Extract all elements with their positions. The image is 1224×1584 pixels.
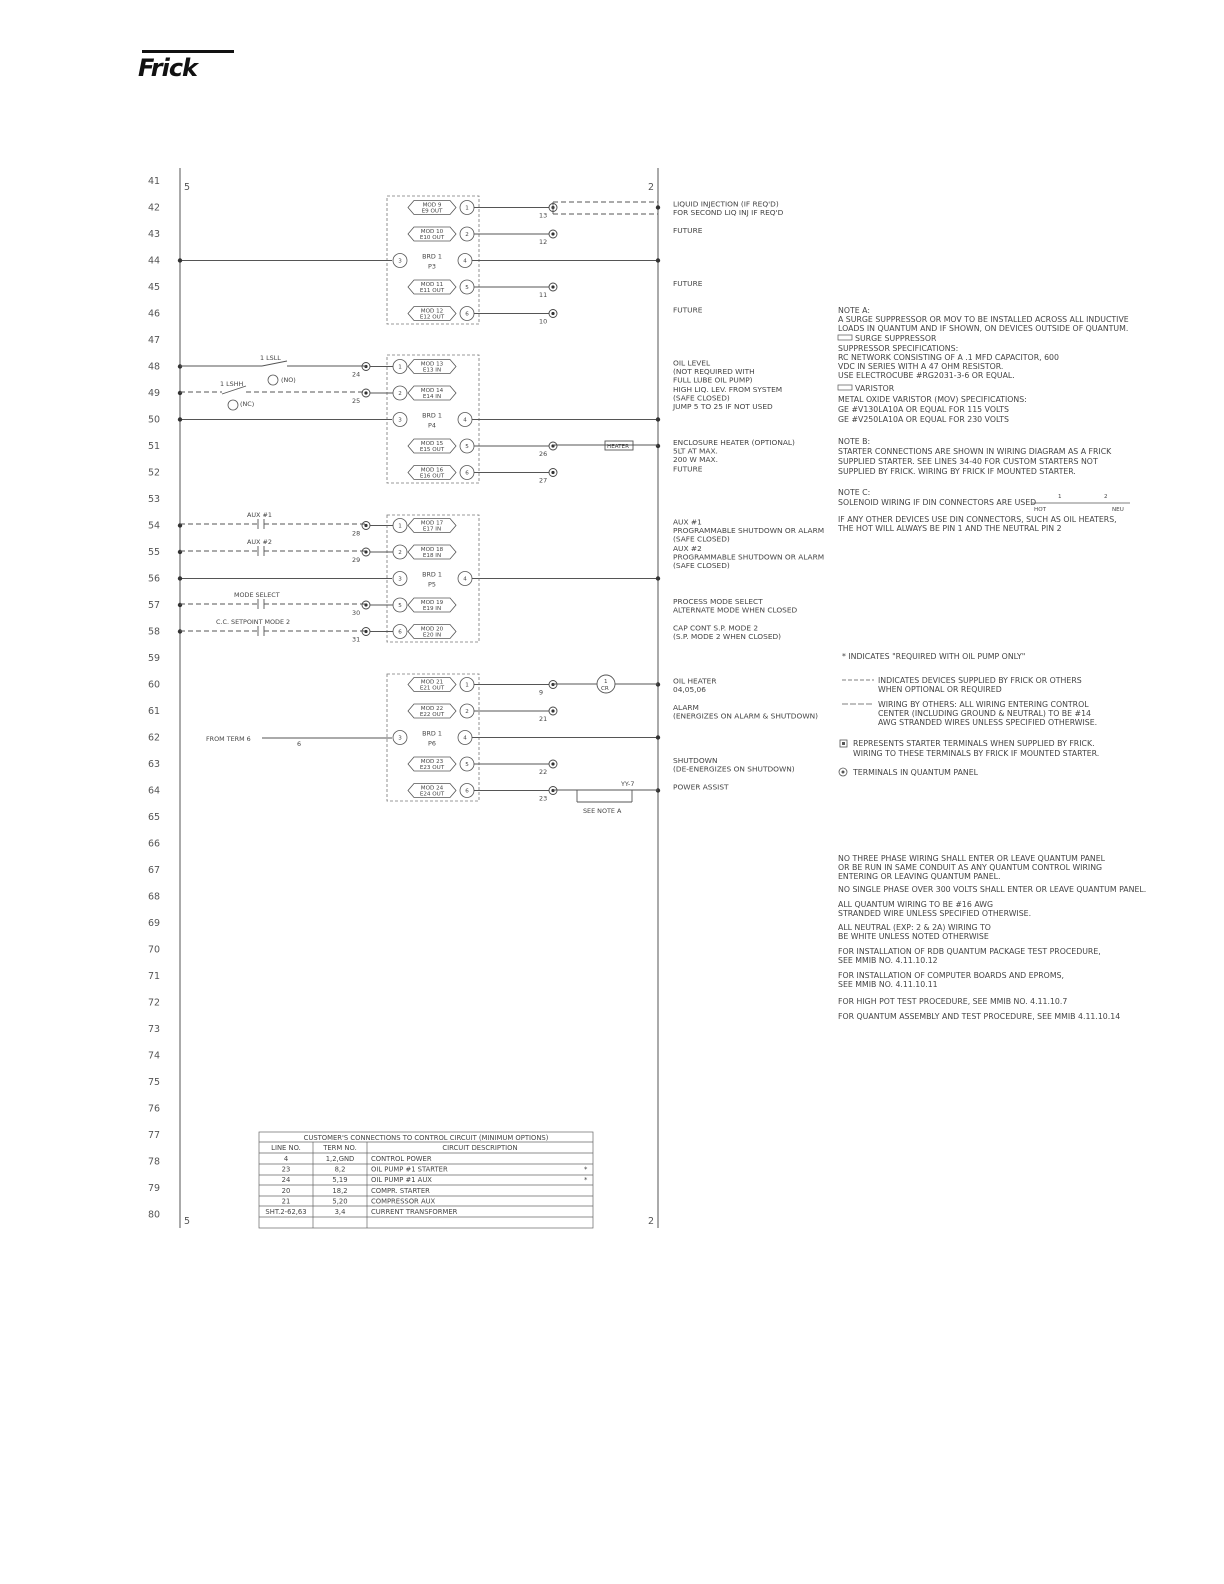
terminal-number-29: 29: [352, 556, 361, 564]
aux2-label: AUX #2: [247, 538, 272, 546]
rail-dot-left-50: [178, 417, 182, 421]
line-number-41: 41: [148, 176, 161, 187]
table-cell-line-no: 24: [281, 1176, 291, 1185]
module-pin-label-46: 6: [465, 311, 469, 318]
rail-dot-right-50: [656, 417, 660, 421]
description-63-line-2: (DE-ENERGIZES ON SHUTDOWN): [673, 764, 795, 774]
aux1-label: AUX #1: [247, 511, 272, 519]
table-cell-oil-pump-marker: *: [584, 1165, 588, 1174]
table-cell-description: CURRENT TRANSFORMER: [371, 1208, 458, 1216]
module-name-61: MOD 22: [420, 706, 444, 712]
table-cell-description: OIL PUMP #1 AUX: [371, 1176, 432, 1185]
module-name-63: MOD 23: [420, 759, 444, 765]
description-51-line-2: 5LT AT MAX.: [673, 446, 718, 456]
description-55-line-2: PROGRAMMABLE SHUTDOWN OR ALARM: [673, 552, 825, 562]
note-a-line-1: A SURGE SUPPRESSOR OR MOV TO BE INSTALLED ACROSS ALL INDUCTIVE: [838, 315, 1129, 324]
legend-starter-terms-1: REPRESENTS STARTER TERMINALS WHEN SUPPLIED BY FRICK.: [853, 739, 1095, 748]
quantum-terminal-center-23: [551, 789, 554, 792]
board-port-62: P6: [428, 739, 436, 748]
from-term-label: FROM TERM 6: [206, 735, 251, 743]
legend-frick-devices-1: INDICATES DEVICES SUPPLIED BY FRICK OR OTHERS: [878, 676, 1082, 685]
line-number-47: 47: [148, 335, 161, 346]
terminal-number-21: 21: [539, 715, 548, 723]
module-name-51: MOD 15: [420, 441, 444, 447]
quantum-terminal-center-10: [551, 312, 554, 315]
note-c-first: SOLENOID WIRING IF DIN CONNECTORS ARE USED: [838, 498, 1037, 507]
description-42-line-1: LIQUID INJECTION (IF REQ'D): [673, 199, 779, 209]
from-term-wire: 6: [297, 740, 302, 748]
note-c-hot: HOT: [1034, 507, 1047, 513]
suppressor-spec-1: SUPPRESSOR SPECIFICATIONS:: [838, 344, 959, 353]
line-number-68: 68: [148, 891, 161, 903]
rail-dot-left-55: [178, 550, 182, 554]
left-rail-label-bottom: 5: [184, 1216, 191, 1227]
description-45-line-1: FUTURE: [673, 279, 703, 288]
module-port-63: E23 OUT: [419, 765, 445, 771]
line-number-79: 79: [148, 1183, 161, 1194]
table-cell-term-no: 3,4: [334, 1208, 346, 1216]
suppressor-spec-2: RC NETWORK CONSISTING OF A .1 MFD CAPACITOR, 600: [838, 353, 1059, 362]
line-number-58: 58: [148, 626, 161, 638]
note-c-pin2: 2: [1104, 494, 1108, 500]
module-port-46: E12 OUT: [419, 314, 445, 321]
board-pin-left-label-56: 3: [398, 576, 402, 583]
general-note-4-line-1: ALL NEUTRAL (EXP: 2 & 2A) WIRING TO: [838, 923, 991, 932]
quantum-terminal-center-22: [551, 762, 554, 765]
description-60-line-2: 04,05,06: [673, 685, 706, 694]
line-number-65: 65: [148, 812, 161, 823]
yy-label: YY-7: [621, 780, 635, 788]
description-51-line-1: ENCLOSURE HEATER (OPTIONAL): [673, 438, 795, 447]
line-number-62: 62: [148, 732, 161, 744]
module-pin-label-52: 6: [465, 470, 469, 477]
line-number-74: 74: [148, 1050, 161, 1062]
quantum-terminal-center-25: [364, 391, 367, 394]
rail-dot-left-48: [178, 364, 182, 368]
rail-dot-left-56: [178, 576, 182, 580]
rail-dot-left-57: [178, 603, 182, 607]
quantum-terminal-center-11: [551, 285, 554, 288]
table-cell-line-no: 21: [281, 1197, 291, 1206]
module-pin-label-49: 2: [398, 391, 402, 397]
module-port-51: E15 OUT: [419, 447, 445, 453]
line-number-50: 50: [148, 414, 161, 426]
module-pin-label-64: 6: [465, 788, 469, 795]
coil-label: CR: [601, 686, 609, 692]
table-cell-term-no: 5,19: [332, 1176, 348, 1185]
table-cell-term-no: 1,2,GND: [325, 1155, 355, 1163]
line-number-52: 52: [148, 467, 161, 479]
terminal-number-9: 9: [539, 688, 544, 697]
module-name-58: MOD 20: [420, 626, 444, 633]
line-number-57: 57: [148, 600, 161, 611]
rail-dot-right-64: [656, 788, 660, 792]
note-c-line-2: THE HOT WILL ALWAYS BE PIN 1 AND THE NEUTRAL PIN 2: [838, 524, 1062, 533]
general-note-5-line-1: FOR INSTALLATION OF RDB QUANTUM PACKAGE TEST PROCEDURE,: [838, 947, 1101, 956]
description-48-line-3: FULL LUBE OIL PUMP): [673, 375, 753, 385]
description-55-line-3: (SAFE CLOSED): [673, 561, 730, 570]
rail-dot-left-44: [178, 258, 182, 262]
rail-dot-right-44: [656, 258, 660, 262]
lsll-label: 1 LSLL: [260, 354, 281, 362]
module-name-60: MOD 21: [420, 679, 444, 686]
line-number-59: 59: [148, 653, 161, 664]
line-number-78: 78: [148, 1156, 161, 1168]
terminal-number-30: 30: [352, 609, 361, 617]
description-55-line-1: AUX #2: [673, 544, 702, 553]
module-name-48: MOD 13: [420, 361, 444, 368]
legend-oil-pump: * INDICATES "REQUIRED WITH OIL PUMP ONLY": [842, 652, 1026, 661]
table-cell-description: COMPR. STARTER: [371, 1186, 430, 1195]
module-name-55: MOD 18: [420, 547, 444, 553]
right-rail-label-bottom: 2: [648, 1216, 655, 1227]
table-cell-oil-pump-marker: *: [584, 1176, 588, 1185]
rail-dot-right-42: [656, 205, 660, 209]
line-number-72: 72: [148, 997, 161, 1009]
module-port-58: E20 IN: [422, 632, 442, 639]
note-b-title: NOTE B:: [838, 437, 871, 446]
terminal-number-28: 28: [352, 529, 361, 538]
table-cell-line-no: SHT.2-62,63: [265, 1208, 307, 1216]
quantum-terminal-center-21: [551, 709, 554, 712]
legend-by-others-2: CENTER (INCLUDING GROUND & NEUTRAL) TO BE #14: [878, 709, 1092, 718]
module-port-48: E13 IN: [422, 367, 442, 374]
module-pin-label-42: 1: [465, 205, 469, 212]
terminal-number-26: 26: [539, 450, 548, 458]
line-number-64: 64: [148, 785, 161, 797]
module-port-52: E16 OUT: [419, 473, 445, 480]
module-pin-label-43: 2: [465, 232, 469, 238]
general-note-6-line-2: SEE MMIB NO. 4.11.10.11: [838, 980, 938, 989]
legend-by-others-1: WIRING BY OTHERS: ALL WIRING ENTERING CONTROL: [878, 700, 1089, 709]
board-pin-right-label-50: 4: [463, 417, 467, 424]
see-note-a: SEE NOTE A: [583, 807, 622, 815]
terminal-number-11: 11: [539, 291, 548, 299]
table-cell-term-no: 8,2: [334, 1165, 346, 1174]
legend-starter-terms-2: WIRING TO THESE TERMINALS BY FRICK IF MOUNTED STARTER.: [853, 749, 1100, 758]
module-name-54: MOD 17: [420, 520, 444, 527]
table-cell-term-no: 5,20: [332, 1197, 348, 1206]
module-port-42: E9 OUT: [421, 208, 443, 215]
general-note-1-line-3: ENTERING OR LEAVING QUANTUM PANEL.: [838, 872, 1001, 881]
module-name-45: MOD 11: [420, 282, 444, 288]
module-port-54: E17 IN: [422, 526, 442, 533]
terminal-number-10: 10: [539, 317, 548, 326]
line-number-77: 77: [148, 1130, 161, 1141]
general-note-3-line-2: STRANDED WIRE UNLESS SPECIFIED OTHERWISE.: [838, 909, 1032, 918]
board-name-50: BRD 1: [422, 411, 442, 420]
line-number-66: 66: [148, 838, 161, 850]
terminal-number-31: 31: [352, 635, 361, 644]
line-number-46: 46: [148, 308, 161, 320]
general-note-2-line-1: NO SINGLE PHASE OVER 300 VOLTS SHALL ENTER OR LEAVE QUANTUM PANEL.: [838, 885, 1147, 894]
line-number-71: 71: [148, 971, 161, 982]
line-number-54: 54: [148, 520, 161, 532]
terminal-number-12: 12: [539, 238, 548, 246]
terminal-number-22: 22: [539, 768, 548, 776]
line-number-75: 75: [148, 1077, 161, 1088]
lshh-state: (NC): [240, 400, 255, 408]
note-c-pin1: 1: [1058, 494, 1062, 500]
terminal-number-24: 24: [352, 370, 361, 379]
module-pin-label-61: 2: [465, 709, 469, 715]
table-cell-description: OIL PUMP #1 STARTER: [371, 1165, 448, 1174]
mode-select-label: MODE SELECT: [234, 591, 280, 599]
rail-dot-right-51: [656, 444, 660, 448]
general-note-3-line-1: ALL QUANTUM WIRING TO BE #16 AWG: [838, 900, 993, 909]
general-note-5-line-2: SEE MMIB NO. 4.11.10.12: [838, 956, 938, 965]
table-title: CUSTOMER'S CONNECTIONS TO CONTROL CIRCUIT (MINIMUM OPTIONS): [303, 1134, 549, 1142]
table-cell-line-no: 4: [283, 1155, 289, 1163]
module-pin-label-60: 1: [465, 682, 469, 689]
line-number-44: 44: [148, 255, 161, 267]
board-pin-right-label-62: 4: [463, 735, 467, 742]
note-a-line-2: LOADS IN QUANTUM AND IF SHOWN, ON DEVICES OUTSIDE OF QUANTUM.: [838, 324, 1129, 333]
description-52-line-1: FUTURE: [673, 464, 703, 474]
line-number-56: 56: [148, 573, 161, 585]
module-port-45: E11 OUT: [419, 288, 445, 294]
quantum-terminal-center-9: [551, 683, 554, 686]
description-63-line-1: SHUTDOWN: [673, 756, 718, 765]
module-port-60: E21 OUT: [419, 685, 445, 692]
board-port-56: P5: [428, 580, 436, 589]
board-port-50: P4: [428, 421, 436, 430]
lsll-state: (NO): [281, 376, 296, 384]
note-b-line-3: SUPPLIED BY FRICK. WIRING BY FRICK IF MOUNTED STARTER.: [838, 467, 1076, 476]
description-48-line-1: OIL LEVEL: [673, 358, 711, 368]
description-49-line-3: JUMP 5 TO 25 IF NOT USED: [673, 402, 773, 411]
line-number-63: 63: [148, 759, 161, 770]
line-number-43: 43: [148, 229, 161, 240]
general-note-1-line-2: OR BE RUN IN SAME CONDUIT AS ANY QUANTUM CONTROL WIRING: [838, 863, 1103, 872]
board-name-56: BRD 1: [422, 570, 442, 579]
line-number-60: 60: [148, 679, 161, 691]
description-61-line-1: ALARM: [673, 703, 699, 712]
board-pin-left-label-44: 3: [398, 258, 402, 265]
general-note-8-line-1: FOR QUANTUM ASSEMBLY AND TEST PROCEDURE, SEE MMIB 4.11.10.14: [838, 1012, 1121, 1021]
terminal-number-27: 27: [539, 476, 548, 485]
connections-table: [259, 1132, 593, 1228]
line-number-69: 69: [148, 918, 161, 929]
module-name-42: MOD 9: [422, 202, 442, 209]
note-c-neu: NEU: [1112, 507, 1124, 513]
note-a-title: NOTE A:: [838, 306, 870, 315]
legend-by-others-3: AWG STRANDED WIRES UNLESS SPECIFIED OTHERWISE.: [878, 718, 1098, 727]
module-port-64: E24 OUT: [419, 791, 445, 798]
legend-frick-devices-2: WHEN OPTIONAL OR REQUIRED: [878, 685, 1002, 694]
line-number-70: 70: [148, 944, 161, 956]
right-rail-label-top: 2: [648, 182, 655, 193]
description-54-line-3: (SAFE CLOSED): [673, 534, 730, 544]
table-cell-description: COMPRESSOR AUX: [371, 1197, 436, 1206]
terminal-number-13: 13: [539, 211, 548, 220]
description-43-line-1: FUTURE: [673, 226, 703, 235]
line-number-48: 48: [148, 361, 161, 373]
left-rail-label-top: 5: [184, 182, 191, 193]
general-note-6-line-1: FOR INSTALLATION OF COMPUTER BOARDS AND EPROMS,: [838, 971, 1064, 980]
terminal-number-25: 25: [352, 397, 361, 405]
table-header-1: LINE NO.: [271, 1144, 301, 1152]
table-cell-line-no: 23: [281, 1165, 291, 1174]
varistor-label: VARISTOR: [855, 384, 895, 393]
quantum-terminal-center-12: [551, 232, 554, 235]
line-number-76: 76: [148, 1103, 161, 1115]
description-48-line-2: (NOT REQUIRED WITH: [673, 367, 755, 376]
board-pin-left-label-62: 3: [398, 735, 402, 742]
module-name-43: MOD 10: [420, 229, 444, 235]
description-64-line-1: POWER ASSIST: [673, 782, 729, 792]
board-pin-right-label-56: 4: [463, 576, 467, 583]
heater-label: HEATER: [607, 444, 629, 450]
board-pin-right-label-44: 4: [463, 258, 467, 265]
rail-dot-left-49: [178, 391, 182, 395]
module-pin-label-51: 5: [465, 444, 469, 450]
module-pin-label-48: 1: [398, 364, 402, 371]
module-pin-label-45: 5: [465, 285, 469, 291]
rail-dot-left-58: [178, 629, 182, 633]
module-pin-label-63: 5: [465, 762, 469, 768]
description-58-line-1: CAP CONT S.P. MODE 2: [673, 623, 759, 633]
board-name-44: BRD 1: [422, 252, 442, 261]
terminal-number-23: 23: [539, 794, 548, 803]
line-number-61: 61: [148, 706, 161, 717]
rail-dot-right-56: [656, 576, 660, 580]
module-port-57: E19 IN: [422, 606, 442, 612]
description-58-line-2: (S.P. MODE 2 WHEN CLOSED): [673, 632, 782, 641]
description-61-line-2: (ENERGIZES ON ALARM & SHUTDOWN): [673, 711, 819, 721]
description-51-line-3: 200 W MAX.: [673, 455, 718, 464]
line-number-67: 67: [148, 865, 161, 876]
rail-dot-right-60: [656, 682, 660, 686]
module-pin-label-54: 1: [398, 523, 402, 530]
module-name-46: MOD 12: [420, 308, 444, 315]
module-pin-label-57: 5: [398, 603, 402, 609]
line-number-49: 49: [148, 388, 161, 399]
line-number-80: 80: [148, 1209, 161, 1221]
general-note-4-line-2: BE WHITE UNLESS NOTED OTHERWISE: [838, 932, 989, 941]
module-name-52: MOD 16: [420, 467, 444, 474]
module-port-61: E22 OUT: [419, 712, 445, 718]
suppressor-spec-3: VDC IN SERIES WITH A 47 OHM RESISTOR.: [838, 362, 1004, 371]
line-number-55: 55: [148, 547, 161, 558]
note-c-line-1: IF ANY OTHER DEVICES USE DIN CONNECTORS, SUCH AS OIL HEATERS,: [838, 515, 1117, 524]
module-port-49: E14 IN: [422, 394, 442, 400]
description-60-line-1: OIL HEATER: [673, 676, 717, 686]
note-c-title: NOTE C:: [838, 488, 871, 497]
board-pin-left-label-50: 3: [398, 417, 402, 424]
module-name-49: MOD 14: [420, 388, 444, 394]
line-number-53: 53: [148, 494, 161, 505]
description-57-line-1: PROCESS MODE SELECT: [673, 597, 763, 606]
line-number-45: 45: [148, 282, 161, 293]
quantum-terminal-center-24: [364, 365, 367, 368]
general-note-1-line-1: NO THREE PHASE WIRING SHALL ENTER OR LEAVE QUANTUM PANEL: [838, 854, 1106, 863]
note-b-line-2: SUPPLIED STARTER. SEE LINES 34-40 FOR CUSTOM STARTERS NOT: [838, 457, 1098, 466]
module-pin-label-58: 6: [398, 629, 402, 636]
description-49-line-2: (SAFE CLOSED): [673, 393, 730, 403]
varistor-spec-2: GE #V130LA10A OR EQUAL FOR 115 VOLTS: [838, 405, 1009, 414]
description-54-line-1: AUX #1: [673, 517, 702, 527]
quantum-terminal-center-31: [364, 630, 367, 633]
table-header-3: CIRCUIT DESCRIPTION: [442, 1144, 518, 1152]
suppressor-spec-4: USE ELECTROCUBE #RG2031-3-6 OR EQUAL.: [838, 371, 1015, 380]
module-port-55: E18 IN: [422, 553, 442, 559]
general-note-7-line-1: FOR HIGH POT TEST PROCEDURE, SEE MMIB NO. 4.11.10.7: [838, 997, 1068, 1006]
varistor-spec-3: GE #V250LA10A OR EQUAL FOR 230 VOLTS: [838, 415, 1009, 424]
table-header-2: TERM NO.: [323, 1144, 357, 1152]
legend-quantum-terms: TERMINALS IN QUANTUM PANEL: [853, 768, 979, 777]
lshh-label: 1 LSHH: [220, 380, 244, 388]
table-cell-description: CONTROL POWER: [371, 1155, 432, 1163]
table-cell-term-no: 18,2: [332, 1186, 348, 1195]
line-number-51: 51: [148, 441, 161, 452]
coil-number: 1: [604, 679, 608, 685]
description-54-line-2: PROGRAMMABLE SHUTDOWN OR ALARM: [673, 526, 825, 535]
quantum-terminal-center-27: [551, 471, 554, 474]
description-42-line-2: FOR SECOND LIQ INJ IF REQ'D: [673, 208, 784, 217]
table-cell-line-no: 20: [281, 1186, 291, 1195]
description-49-line-1: HIGH LIQ. LEV. FROM SYSTEM: [673, 385, 783, 394]
description-46-line-1: FUTURE: [673, 305, 703, 315]
surge-suppressor-label: SURGE SUPPRESSOR: [855, 334, 937, 343]
board-port-44: P3: [428, 262, 436, 271]
module-pin-label-55: 2: [398, 550, 402, 556]
logo-text: Frick: [138, 54, 198, 82]
rail-dot-right-62: [656, 735, 660, 739]
board-name-62: BRD 1: [422, 729, 442, 738]
cc-setpoint-label: C.C. SETPOINT MODE 2: [216, 618, 291, 626]
line-number-42: 42: [148, 202, 161, 214]
description-57-line-2: ALTERNATE MODE WHEN CLOSED: [673, 605, 798, 615]
module-port-43: E10 OUT: [419, 235, 445, 241]
varistor-spec-1: METAL OXIDE VARISTOR (MOV) SPECIFICATIONS:: [838, 395, 1027, 404]
module-name-57: MOD 19: [420, 600, 444, 606]
line-number-73: 73: [148, 1024, 161, 1035]
note-b-line-1: STARTER CONNECTIONS ARE SHOWN IN WIRING DIAGRAM AS A FRICK: [838, 447, 1112, 456]
module-name-64: MOD 24: [420, 785, 444, 792]
